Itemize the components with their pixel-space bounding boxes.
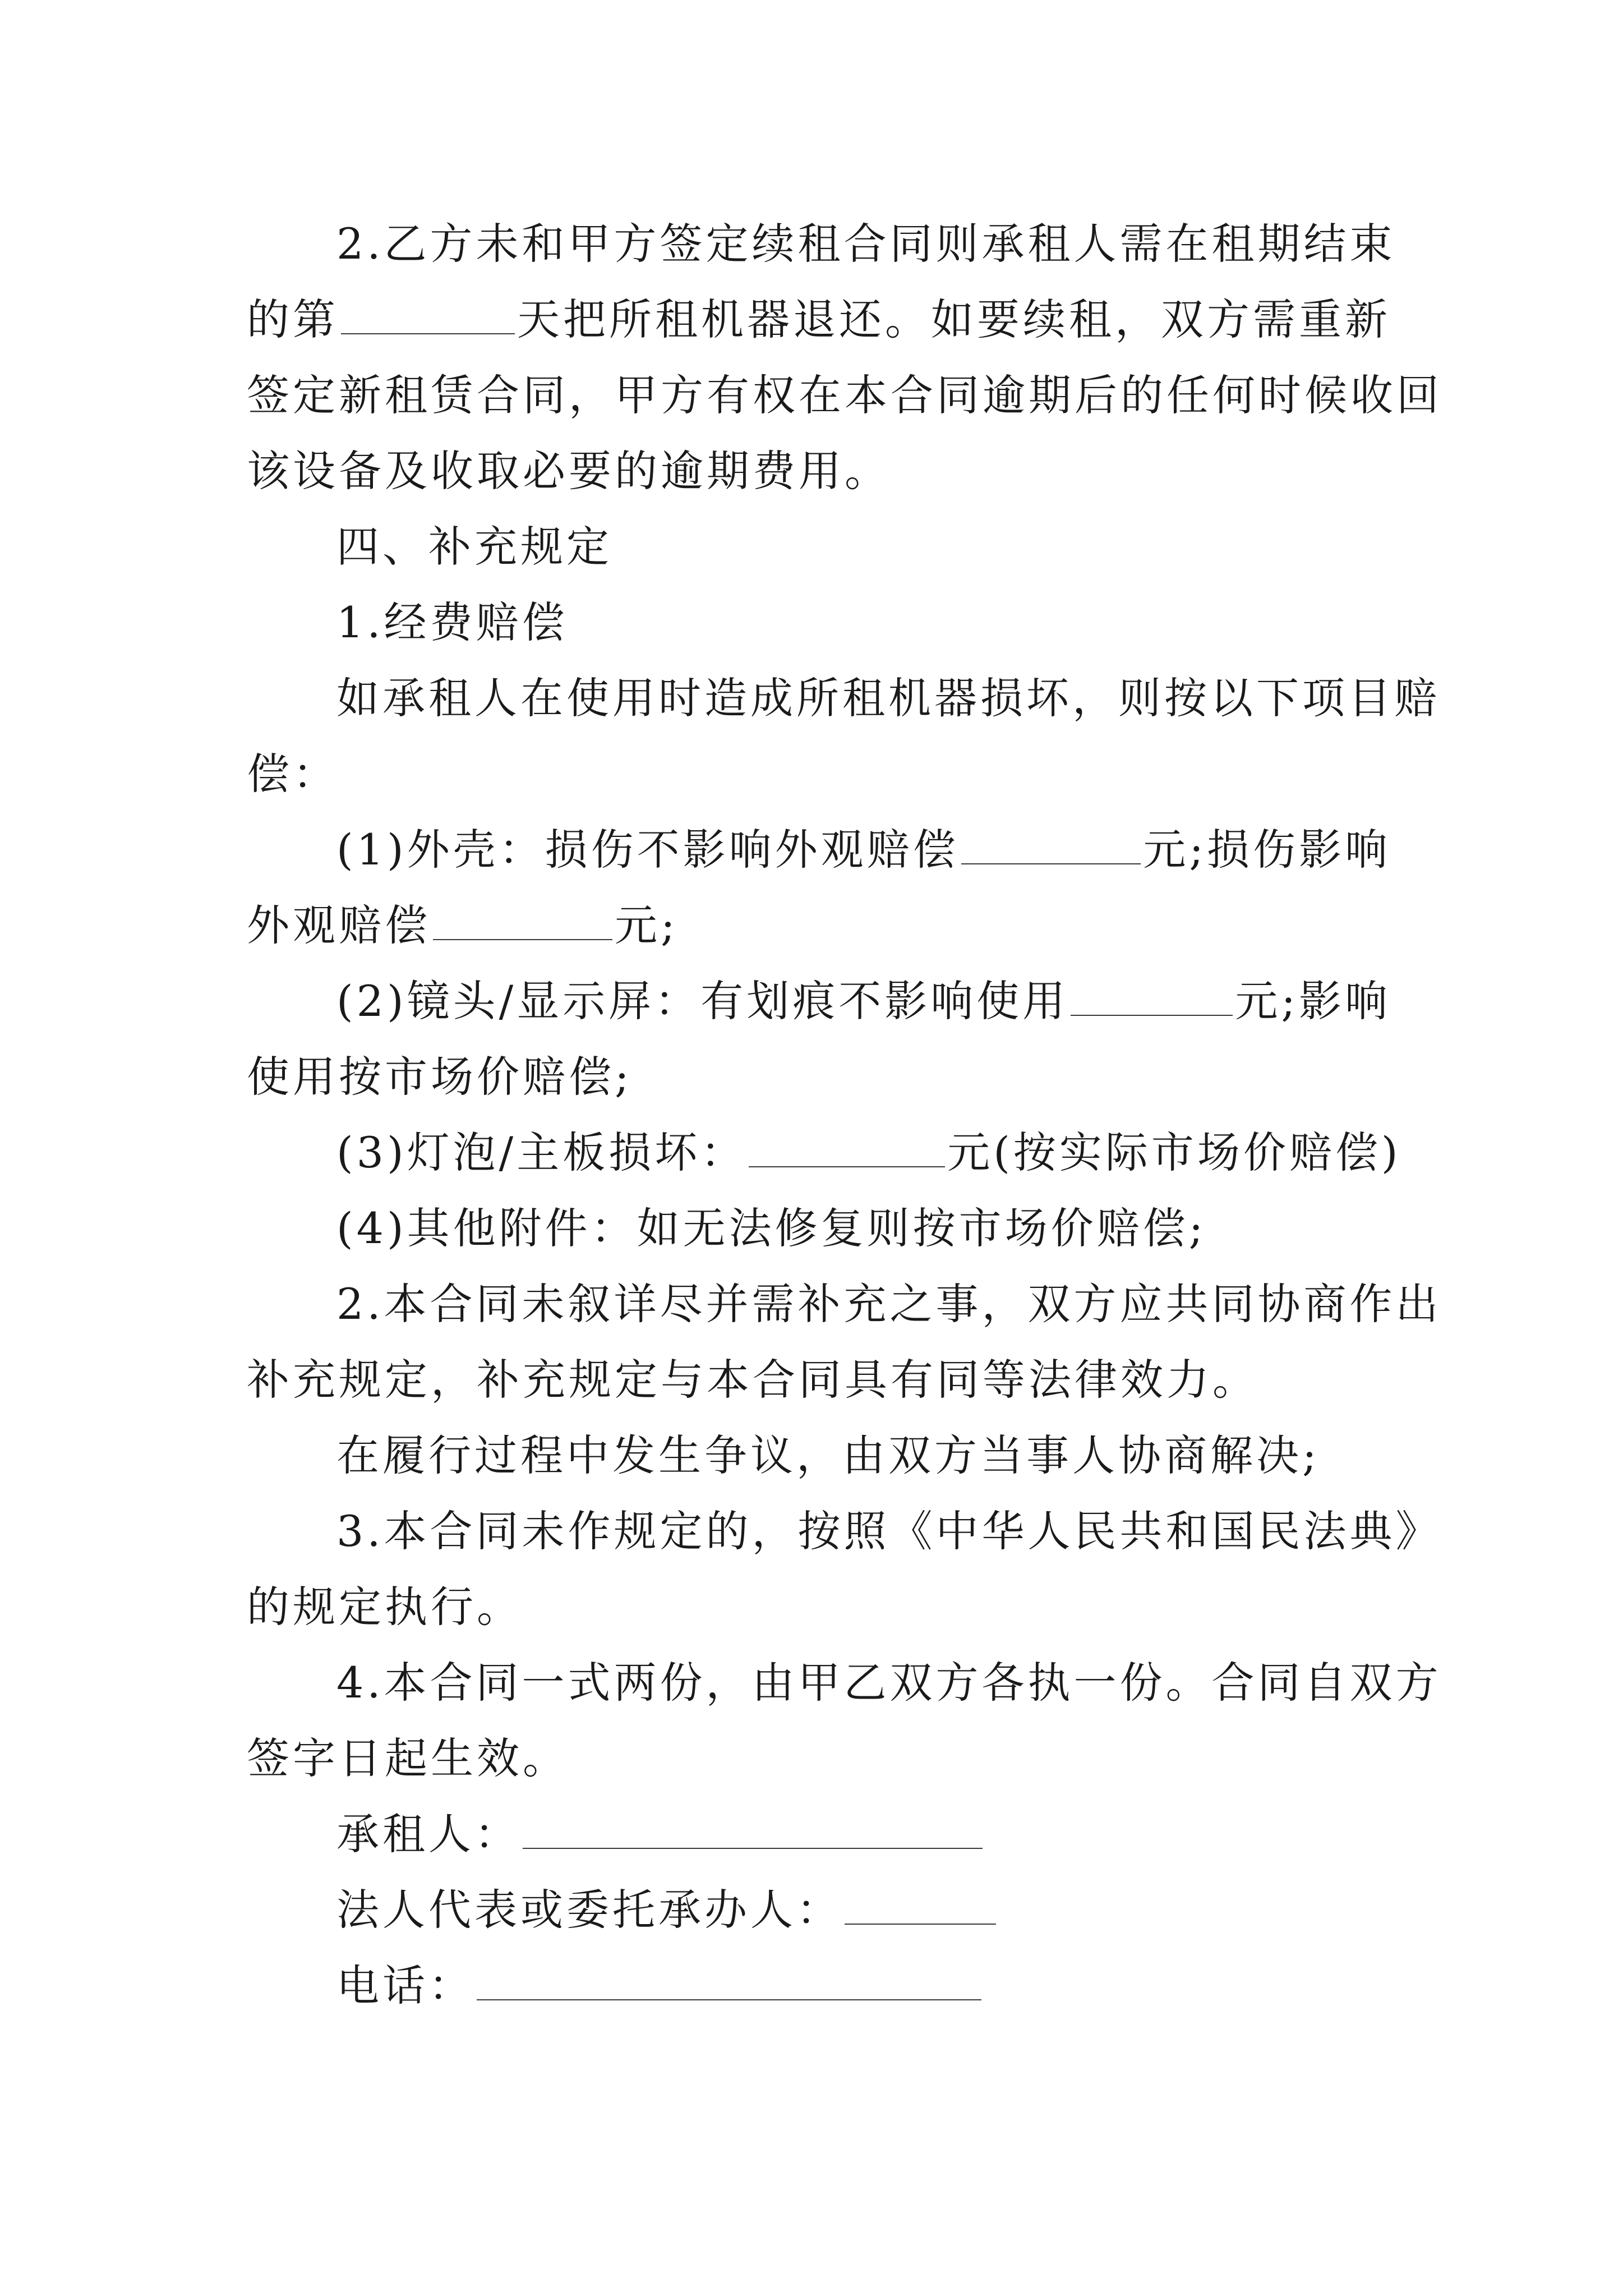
text: 2.本合同未叙详尽并需补充之事，双方应共同协商作出: [336, 1279, 1442, 1329]
paragraph-line: [247, 1043, 633, 1111]
paragraph-line: [247, 740, 339, 808]
text: 如承租人在使用时造成所租机器损坏，则按以下项目赔: [336, 673, 1440, 723]
fill-in-blank-amount[interactable]: [1071, 980, 1233, 1016]
fill-in-blank-amount[interactable]: [749, 1131, 945, 1167]
fill-in-blank-amount[interactable]: [433, 904, 612, 940]
text: 偿：: [247, 749, 339, 799]
paragraph-line: [336, 1422, 1320, 1489]
text: 元(按实际市场价赔偿): [947, 1128, 1401, 1177]
paragraph-line: [336, 968, 1391, 1035]
lessee-signature-field[interactable]: [523, 1813, 983, 1849]
text: 四、补充规定: [336, 522, 612, 572]
subsection-heading: [336, 589, 568, 656]
paragraph-line: [247, 1725, 569, 1792]
text: 1.经费赔偿: [336, 597, 568, 647]
representative-label: 法人代表或委托承办人：: [336, 1885, 842, 1935]
text: 元;影响: [1235, 976, 1391, 1026]
paragraph-line: [247, 892, 679, 959]
text: 的规定执行。: [247, 1582, 523, 1632]
text: 元;损伤影响: [1143, 825, 1391, 875]
fill-in-blank-amount[interactable]: [961, 829, 1141, 864]
paragraph-line: [247, 438, 891, 505]
text: 2.乙方未和甲方签定续租合同则承租人需在租期结束: [336, 219, 1396, 269]
paragraph-line: [247, 286, 1391, 353]
paragraph-line: [336, 1649, 1442, 1717]
signature-representative-row: [336, 1876, 998, 1944]
text: (2)镜头/显示屏：有划痕不影响使用: [336, 976, 1069, 1026]
text: (3)灯泡/主板损坏：: [336, 1128, 747, 1177]
text: 的第: [247, 295, 339, 344]
phone-field[interactable]: [477, 1964, 981, 2000]
paragraph-line: [336, 1498, 1442, 1565]
paragraph-line: [336, 665, 1440, 732]
text: 3.本合同未作规定的，按照《中华人民共和国民法典》: [336, 1506, 1442, 1556]
paragraph-line: [336, 1195, 1206, 1262]
text: 元;: [615, 900, 679, 950]
signature-phone-row: [336, 1952, 984, 2019]
representative-signature-field[interactable]: [845, 1889, 996, 1925]
text: 在履行过程中发生争议，由双方当事人协商解决;: [336, 1430, 1320, 1480]
text: 天把所租机器退还。如要续租，双方需重新: [517, 295, 1391, 344]
paragraph-line: [336, 816, 1391, 884]
fill-in-blank-days[interactable]: [341, 298, 515, 334]
paragraph-line: [336, 1271, 1442, 1338]
text: (1)外壳：损伤不影响外观赔偿: [336, 825, 959, 875]
paragraph-line: [247, 1573, 523, 1641]
text: 签定新租赁合同，甲方有权在本合同逾期后的任何时候收回: [247, 370, 1442, 420]
text: 签字日起生效。: [247, 1733, 569, 1783]
paragraph-line: [247, 362, 1442, 429]
text: 外观赔偿: [247, 900, 431, 950]
section-heading: [336, 513, 612, 581]
paragraph-line: [336, 1119, 1401, 1186]
lessee-label: 承租人：: [336, 1809, 520, 1859]
phone-label: 电话：: [336, 1961, 474, 2010]
text: 4.本合同一式两份，由甲乙双方各执一份。合同自双方: [336, 1658, 1442, 1708]
paragraph-line: [247, 1346, 1258, 1414]
text: (4)其他附件：如无法修复则按市场价赔偿;: [336, 1203, 1207, 1253]
signature-lessee-row: [336, 1801, 985, 1868]
paragraph-line: [336, 210, 1396, 278]
text: 该设备及收取必要的逾期费用。: [247, 446, 891, 496]
text: 使用按市场价赔偿;: [247, 1052, 633, 1102]
text: 补充规定，补充规定与本合同具有同等法律效力。: [247, 1355, 1258, 1405]
